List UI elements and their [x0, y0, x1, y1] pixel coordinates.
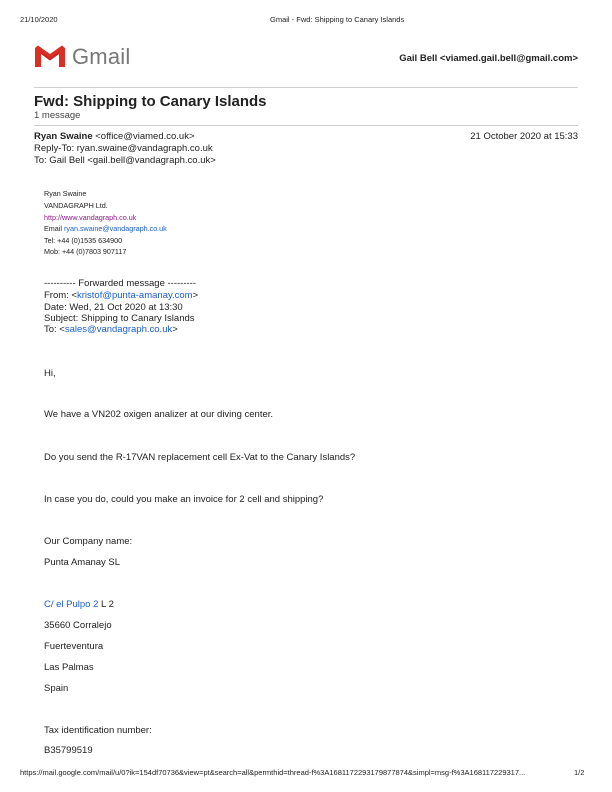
company-label: Our Company name:: [44, 536, 133, 547]
sender-name: Ryan Swaine: [34, 131, 93, 142]
message-count: 1 message: [34, 110, 81, 121]
account-label: Gail Bell <viamed.gail.bell@gmail.com>: [399, 53, 578, 64]
signature-website-link[interactable]: http://www.vandagraph.co.uk: [44, 213, 137, 222]
forwarded-subject: Subject: Shipping to Canary Islands: [44, 313, 195, 324]
print-date: 21/10/2020: [20, 15, 58, 24]
body-paragraph-1: We have a VN202 oxigen analizer at our diving center.: [44, 409, 274, 420]
signature-company: VANDAGRAPH Ltd.: [44, 201, 108, 210]
forwarded-from: From: <kristof@punta-amanay.com>: [44, 290, 199, 301]
tax-number: B35799519: [44, 745, 93, 756]
forwarded-to: To: <sales@vandagraph.co.uk>: [44, 324, 178, 335]
print-page-number: 1/2: [574, 768, 585, 777]
reply-to: Reply-To: ryan.swaine@vandagraph.co.uk: [34, 143, 213, 154]
print-title: Gmail - Fwd: Shipping to Canary Islands: [270, 15, 405, 24]
sender-email: <office@viamed.co.uk>: [95, 131, 195, 142]
thread-subject: Fwd: Shipping to Canary Islands: [34, 93, 267, 110]
gmail-logo-text: Gmail: [72, 44, 131, 69]
body-paragraph-3: In case you do, could you make an invoice for 2 cell and shipping?: [44, 494, 324, 505]
address-country: Spain: [44, 683, 69, 694]
signature-email-link[interactable]: ryan.swaine@vandagraph.co.uk: [63, 224, 167, 233]
signature-mob: Mob: +44 (0)7803 907117: [44, 247, 127, 256]
signature-email: [44, 224, 167, 233]
body-greeting: Hi,: [44, 368, 56, 379]
forwarded-date: Date: Wed, 21 Oct 2020 at 13:30: [44, 302, 183, 313]
sender: [34, 131, 195, 142]
address-island: Fuerteventura: [44, 641, 104, 652]
forwarded-separator: ---------- Forwarded message ---------: [44, 278, 196, 289]
signature-email-label: Email: [44, 224, 62, 233]
address-line-1: C/ el Pulpo 2 L 2: [44, 599, 114, 610]
tax-label: Tax identification number:: [44, 725, 152, 736]
subject-divider: [34, 125, 578, 126]
gmail-logo-icon: [34, 44, 66, 68]
recipient: To: Gail Bell <gail.bell@vandagraph.co.uk>: [34, 155, 216, 166]
print-footer-url: https://mail.google.com/mail/u/0?ik=154df70736&view=pt&search=all&permthid=thread-f%3A1681172293179877874&simpl=msg-f%3A168117229317...: [20, 768, 526, 777]
message-timestamp: 21 October 2020 at 15:33: [470, 131, 578, 142]
address-map-link[interactable]: C/ el Pulpo 2: [44, 599, 99, 610]
address-province: Las Palmas: [44, 662, 94, 673]
address-postcode-city: 35660 Corralejo: [44, 620, 112, 631]
company-name: Punta Amanay SL: [44, 557, 121, 568]
forwarded-from-email-link[interactable]: kristof@punta-amanay.com: [77, 290, 193, 301]
signature-name: Ryan Swaine: [44, 189, 87, 198]
header-divider: [34, 87, 578, 88]
forwarded-to-email-link[interactable]: sales@vandagraph.co.uk: [64, 324, 173, 335]
body-paragraph-2: Do you send the R-17VAN replacement cell Ex-Vat to the Canary Islands?: [44, 452, 356, 463]
signature-tel: Tel: +44 (0)1535 634900: [44, 236, 123, 245]
